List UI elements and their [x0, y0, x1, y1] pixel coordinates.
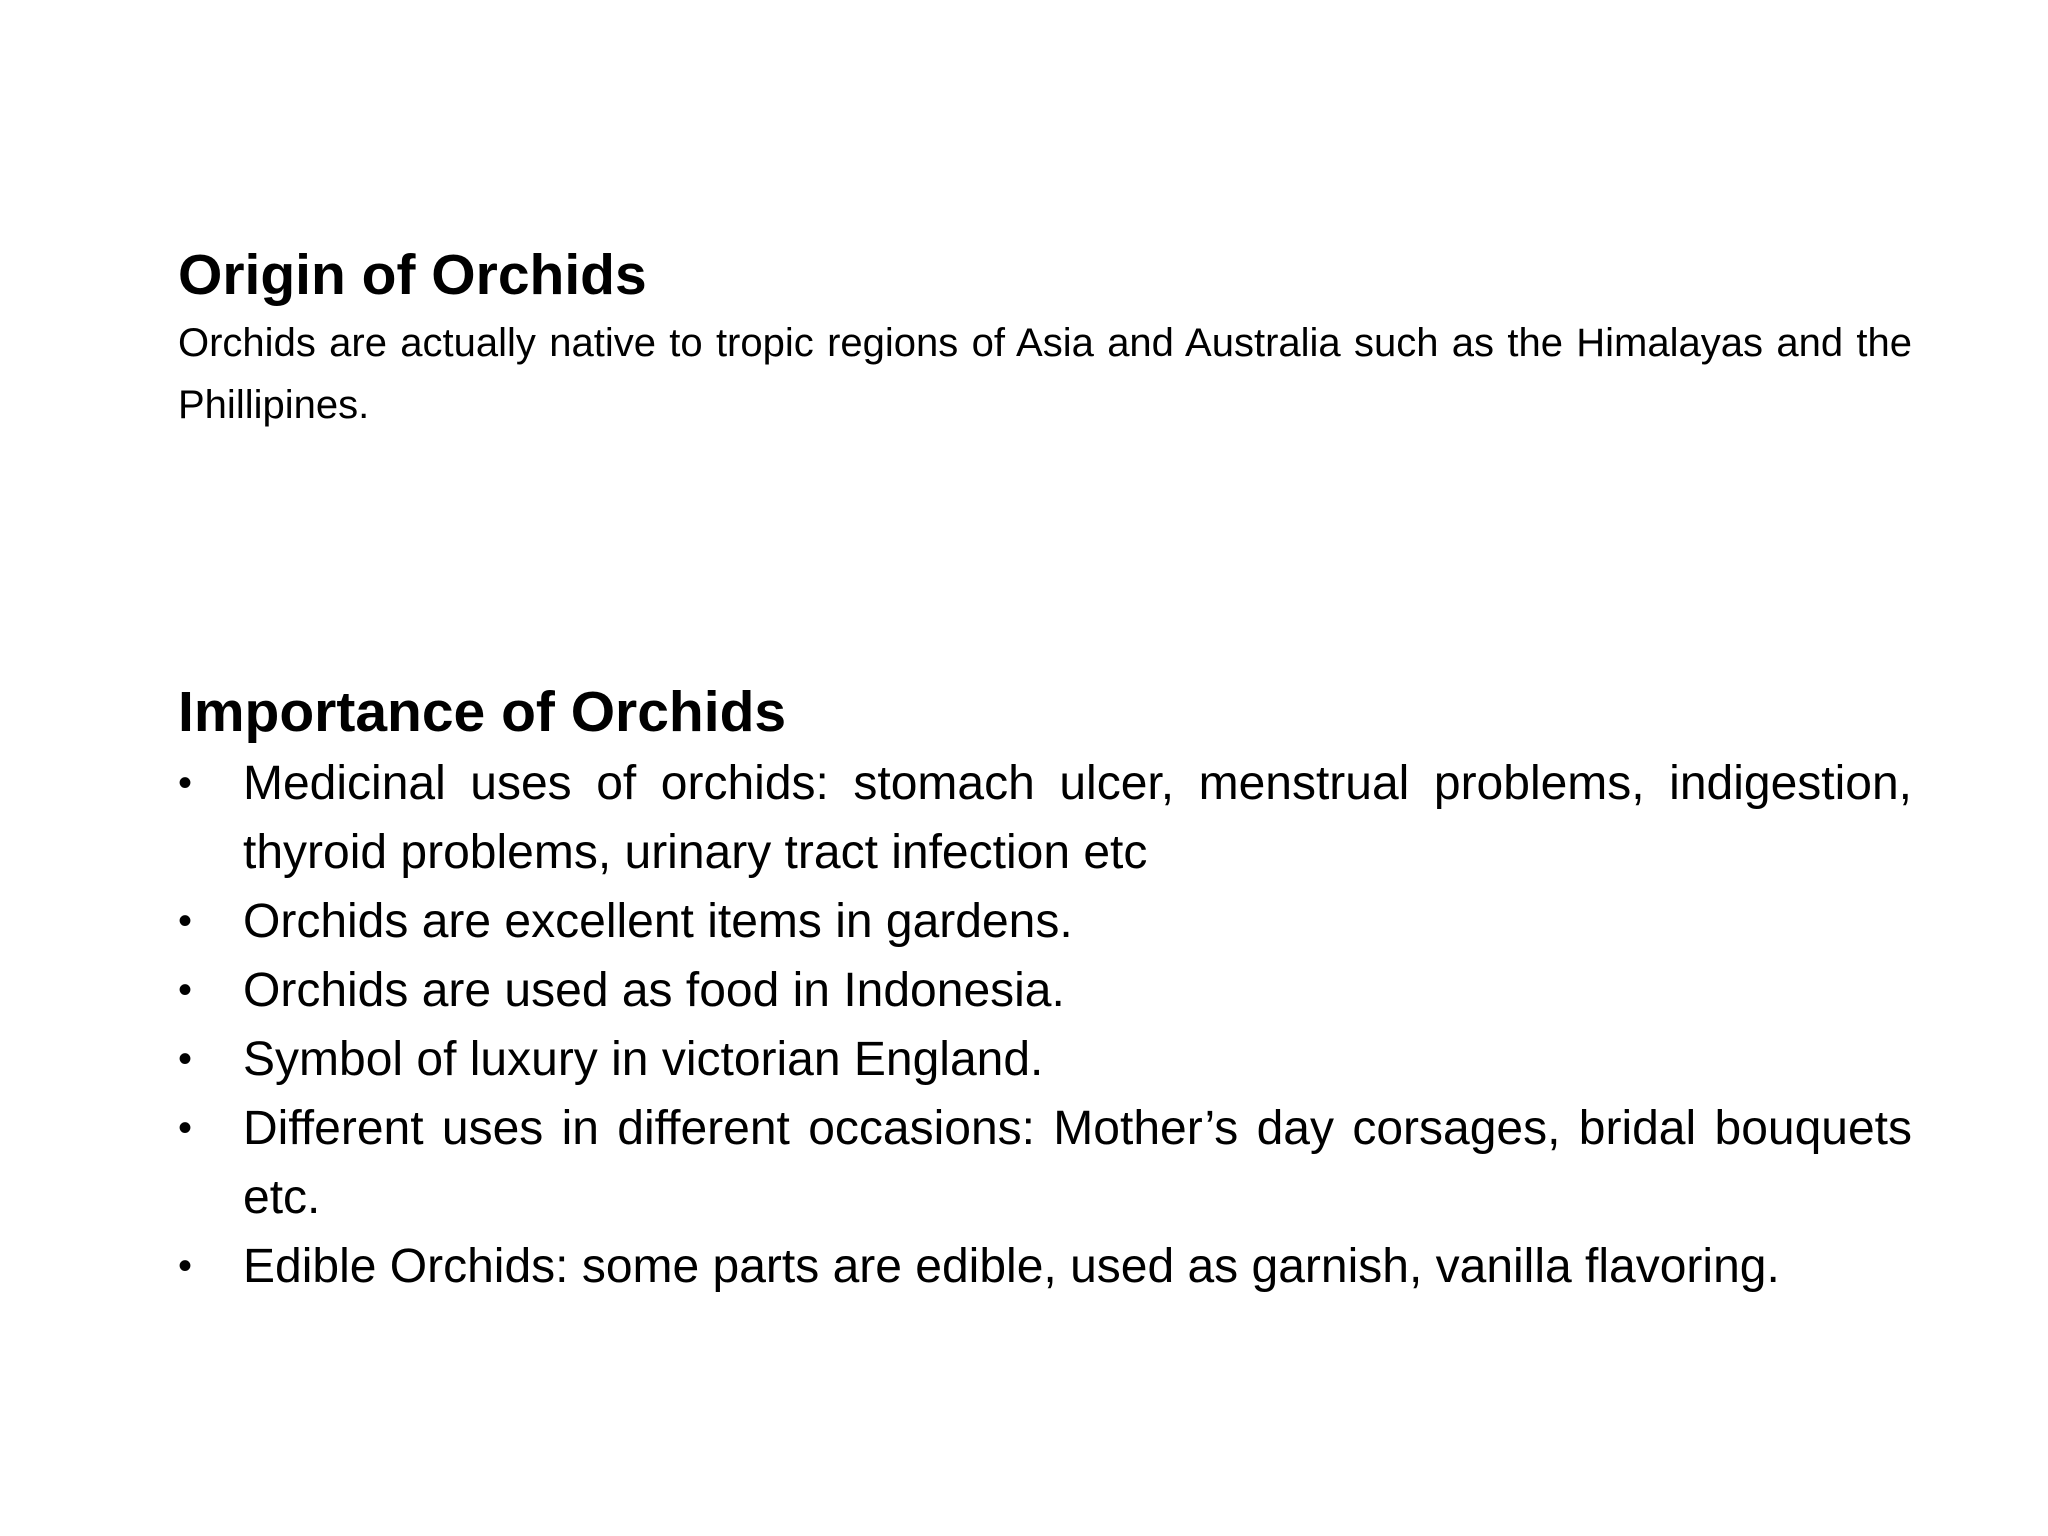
- bullet-icon: •: [178, 968, 193, 1012]
- list-item: [178, 749, 1912, 887]
- origin-section: [178, 238, 1912, 436]
- importance-section: [178, 675, 1912, 1301]
- list-item-text: Medicinal uses of orchids: stomach ulcer, menstrual problems, indigestion, thyroid problems, urinary tract infection etc: [243, 757, 1912, 879]
- origin-heading: Origin of Orchids: [178, 243, 647, 307]
- importance-bullet-list: [178, 749, 1912, 1301]
- bullet-icon: •: [178, 1244, 193, 1288]
- bullet-icon: •: [178, 1106, 193, 1150]
- list-item: [178, 1094, 1912, 1232]
- list-item-text: Edible Orchids: some parts are edible, used as garnish, vanilla flavoring.: [243, 1240, 1780, 1293]
- bullet-icon: •: [178, 1037, 193, 1081]
- list-item: [178, 1025, 1912, 1094]
- list-item: [178, 1232, 1912, 1301]
- bullet-icon: •: [178, 761, 193, 805]
- importance-heading: Importance of Orchids: [178, 680, 787, 744]
- list-item-text: Different uses in different occasions: Mother’s day corsages, bridal bouquets etc.: [243, 1102, 1912, 1224]
- list-item-text: Orchids are excellent items in gardens.: [243, 895, 1073, 948]
- list-item-text: Symbol of luxury in victorian England.: [243, 1033, 1044, 1086]
- bullet-icon: •: [178, 899, 193, 943]
- list-item: [178, 956, 1912, 1025]
- list-item-text: Orchids are used as food in Indonesia.: [243, 964, 1065, 1017]
- origin-paragraph: Orchids are actually native to tropic regions of Asia and Australia such as the Himalayas and the Phillipines.: [178, 321, 1912, 427]
- list-item: [178, 887, 1912, 956]
